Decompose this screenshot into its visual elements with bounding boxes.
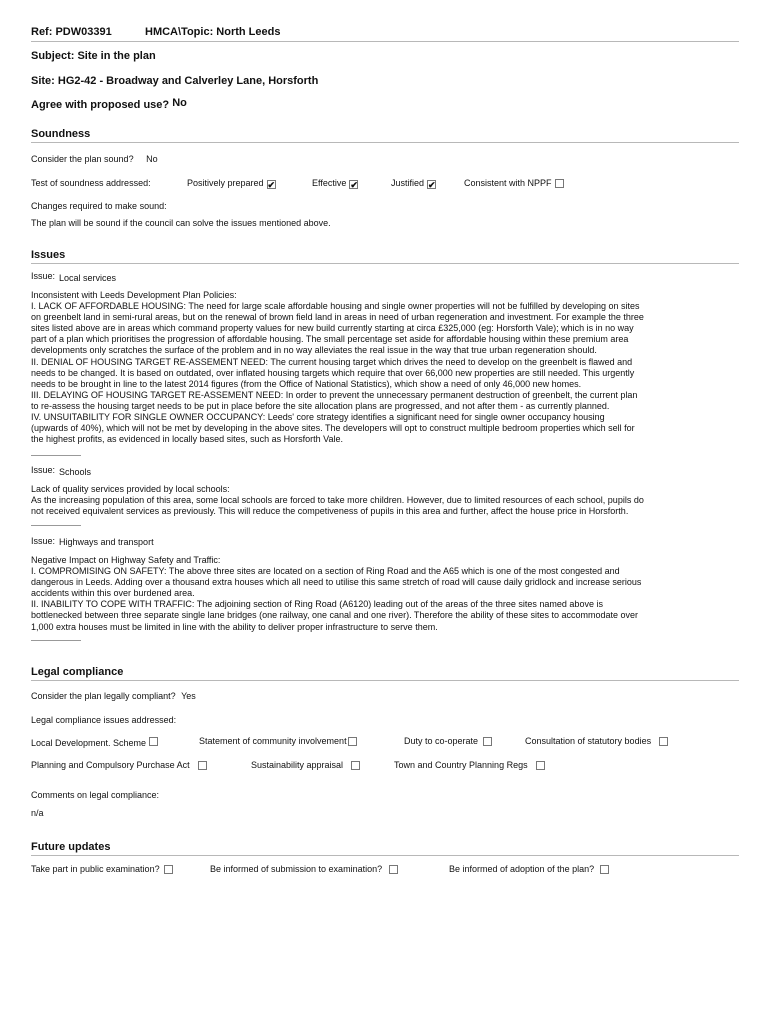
legal-local-development-scheme bbox=[31, 736, 158, 747]
test-effective-label: Effective bbox=[312, 178, 347, 188]
planning-act-checkbox[interactable] bbox=[198, 761, 207, 770]
adoption-checkbox[interactable] bbox=[600, 865, 609, 874]
legal-comments-value: n/a bbox=[31, 808, 44, 818]
legal-heading: Legal compliance bbox=[31, 666, 124, 678]
issue-local-services-text bbox=[31, 290, 743, 445]
issue-divider bbox=[31, 640, 81, 641]
legal-planning-act bbox=[31, 760, 207, 771]
text-line: Inconsistent with Leeds Development Plan Policies: bbox=[31, 290, 237, 300]
text-line: III. DELAYING OF HOUSING TARGET RE-ASSEMENT NEED: In order to prevent the unnecessary permanent destruction of greenbelt, the current plan bbox=[31, 389, 638, 400]
text-line: needs to be changed. It is based on outdated, over inflated housing targets which require that over 66,000 new properties are still needed. This urgently bbox=[31, 367, 635, 378]
site-line: Site: HG2-42 - Broadway and Calverley Lane, Horsforth bbox=[31, 75, 319, 87]
text-line: needs to be brought in line to the latest 2014 figures (from the Office of National Statistics), which show a need of only 46,000 new homes. bbox=[31, 378, 582, 389]
legal-planning-act-label: Planning and Compulsory Purchase Act bbox=[31, 760, 190, 770]
future-public-examination-label: Take part in public examination? bbox=[31, 864, 160, 874]
legal-duty-cooperate bbox=[404, 736, 492, 747]
issue-name: Local services bbox=[59, 273, 117, 283]
legal-comments-label: Comments on legal compliance: bbox=[31, 790, 160, 800]
legal-local-development-scheme-label: Local Development. Scheme bbox=[31, 738, 147, 748]
issue-label: Issue: bbox=[31, 536, 56, 546]
text-line: As the increasing population of this area, some local schools are forced to take more children. However, due to limited resources of each school, pupils do bbox=[31, 495, 644, 506]
text-line: II. INABILITY TO COPE WITH TRAFFIC: The adjoining section of Ring Road (A6120) leading out of the areas of the three sites named above is bbox=[31, 599, 603, 610]
text-line: on greenbelt land in semi-rural areas, but on the renewal of brown field land in areas in need of urban regeneration and investment. For example the three bbox=[31, 312, 644, 323]
legal-divider bbox=[31, 680, 739, 681]
consistent-nppf-checkbox[interactable] bbox=[555, 179, 564, 188]
text-line: Negative Impact on Highway Safety and Traffic: bbox=[31, 555, 221, 565]
header-divider bbox=[31, 41, 739, 42]
issue-schools bbox=[31, 465, 91, 475]
soundness-heading: Soundness bbox=[31, 128, 91, 140]
test-positively-prepared-label: Positively prepared bbox=[187, 178, 264, 188]
test-positively-prepared bbox=[187, 178, 276, 189]
legal-consultation-bodies-label: Consultation of statutory bodies bbox=[525, 736, 652, 746]
legal-town-country-label: Town and Country Planning Regs bbox=[394, 760, 528, 770]
justified-checkbox[interactable]: ✔ bbox=[428, 180, 436, 190]
text-line: (upwards of 40%), which will not be met by developing in the above sites. The developers will opt to construct multiple bedroom properties which sell for bbox=[31, 423, 635, 434]
issue-label: Issue: bbox=[31, 271, 56, 281]
text-line: part of a plan which prioritises the progression of affordable housing. The small percentage set aside for affordable housing within these premium area bbox=[31, 334, 629, 345]
test-label: Test of soundness addressed: bbox=[31, 178, 151, 188]
reference-number: Ref: PDW03391 bbox=[31, 26, 112, 38]
sound-value: No bbox=[146, 154, 158, 164]
legal-question bbox=[31, 691, 196, 702]
positively-prepared-checkbox[interactable]: ✔ bbox=[267, 180, 276, 190]
issues-divider bbox=[31, 263, 739, 264]
statement-community-checkbox[interactable] bbox=[348, 737, 357, 746]
text-line: developments only scratches the surface of the problem and in no way alleviates the real issue in the way that true urban regeneration should. bbox=[31, 345, 597, 356]
issue-highways bbox=[31, 536, 154, 546]
future-heading: Future updates bbox=[31, 841, 111, 853]
future-submission-label: Be informed of submission to examination? bbox=[210, 864, 383, 874]
legal-statement-community-label: Statement of community involvement bbox=[199, 736, 347, 746]
issue-highways-text bbox=[31, 555, 743, 633]
test-consistent-nppf bbox=[464, 178, 564, 189]
text-line: 1,000 extra houses must be limited in line with the ability to deliver proper infrastructure to serve them. bbox=[31, 621, 438, 632]
future-submission bbox=[210, 864, 398, 875]
future-adoption-label: Be informed of adoption of the plan? bbox=[449, 864, 595, 874]
legal-value: Yes bbox=[181, 691, 196, 701]
issue-name: Schools bbox=[59, 467, 92, 477]
test-consistent-nppf-label: Consistent with NPPF bbox=[464, 178, 552, 188]
changes-text: The plan will be sound if the council can solve the issues mentioned above. bbox=[31, 218, 331, 228]
future-adoption bbox=[449, 864, 609, 875]
town-country-checkbox[interactable] bbox=[536, 761, 545, 770]
future-public-examination bbox=[31, 864, 173, 875]
submission-checkbox[interactable] bbox=[389, 865, 398, 874]
subject-line: Subject: Site in the plan bbox=[31, 50, 156, 62]
issue-schools-text bbox=[31, 484, 743, 517]
text-line: I. COMPROMISING ON SAFETY: The above three sites are located on a section of Ring Road and the A65 which is one of the most congested and bbox=[31, 566, 620, 577]
legal-duty-cooperate-label: Duty to co-operate bbox=[404, 736, 479, 746]
issue-name: Highways and transport bbox=[59, 537, 154, 547]
issues-heading: Issues bbox=[31, 249, 66, 261]
duty-cooperate-checkbox[interactable] bbox=[483, 737, 492, 746]
legal-sustainability bbox=[251, 760, 360, 771]
future-divider bbox=[31, 855, 739, 856]
legal-town-country bbox=[394, 760, 545, 771]
agree-line bbox=[31, 99, 187, 111]
text-line: not received equivalent services as previously. This will reduce the competiveness of pupils in this area and further, affect the house price in Horsforth. bbox=[31, 506, 629, 517]
effective-checkbox[interactable]: ✔ bbox=[350, 180, 358, 190]
text-line: Lack of quality services provided by local schools: bbox=[31, 484, 230, 494]
sound-label: Consider the plan sound? bbox=[31, 154, 134, 164]
text-line: the highest profits, as evidenced in locally based sites, such as Horsforth Vale. bbox=[31, 434, 343, 445]
text-line: I. LACK OF AFFORDABLE HOUSING: The need for large scale affordable housing and single owner properties will not be fulfilled by developing on sites bbox=[31, 301, 640, 312]
legal-sustainability-label: Sustainability appraisal bbox=[251, 760, 344, 770]
text-line: II. DENIAL OF HOUSING TARGET RE-ASSEMENT NEED: The current housing target which drives the need to develop on the greenbelt is flawed and bbox=[31, 356, 633, 367]
agree-value: No bbox=[172, 97, 187, 109]
issue-divider bbox=[31, 455, 81, 456]
document-header bbox=[31, 26, 739, 42]
text-line: bottlenecked between three separate single lane bridges (one railway, one canal and one river). Therefore the ability of these sites to accommodate over bbox=[31, 610, 639, 621]
sound-question bbox=[31, 154, 158, 165]
test-effective bbox=[312, 178, 358, 189]
legal-consultation-bodies bbox=[525, 736, 668, 747]
text-line: dangerous in Leeds. Adding over a thousand extra houses which all need to utilise this same stretch of road will cause daily gridlock and increase serious bbox=[31, 577, 642, 588]
issue-label: Issue: bbox=[31, 465, 56, 475]
legal-issues-label: Legal compliance issues addressed: bbox=[31, 715, 177, 725]
changes-label: Changes required to make sound: bbox=[31, 201, 167, 211]
legal-label: Consider the plan legally compliant? bbox=[31, 691, 176, 701]
text-line: to re-assess the housing target needs to be put in place before the site allocation plans are progressed, and not after them - as currently planned. bbox=[31, 400, 610, 411]
consultation-bodies-checkbox[interactable] bbox=[659, 737, 668, 746]
test-justified bbox=[391, 178, 436, 189]
sustainability-checkbox[interactable] bbox=[351, 761, 360, 770]
issue-divider bbox=[31, 525, 81, 526]
public-examination-checkbox[interactable] bbox=[164, 865, 173, 874]
test-justified-label: Justified bbox=[391, 178, 425, 188]
soundness-divider bbox=[31, 142, 739, 143]
text-line: accidents within this over burdened area. bbox=[31, 588, 195, 599]
local-development-scheme-checkbox[interactable] bbox=[149, 737, 158, 746]
issue-local-services bbox=[31, 271, 116, 281]
text-line: IV. UNSUITABILITY FOR SINGLE OWNER OCCUPANCY: Leeds' core strategy identifies a significant need for single owner occupancy housing bbox=[31, 412, 605, 423]
legal-statement-community bbox=[199, 736, 357, 747]
topic-label: HMCA\Topic: North Leeds bbox=[145, 26, 281, 38]
agree-label: Agree with proposed use? bbox=[31, 99, 170, 111]
text-line: sites listed above are in areas which command property values for new build currently starting at circa £325,000 (eg: Horsforth Vale); which is in no way bbox=[31, 323, 634, 334]
